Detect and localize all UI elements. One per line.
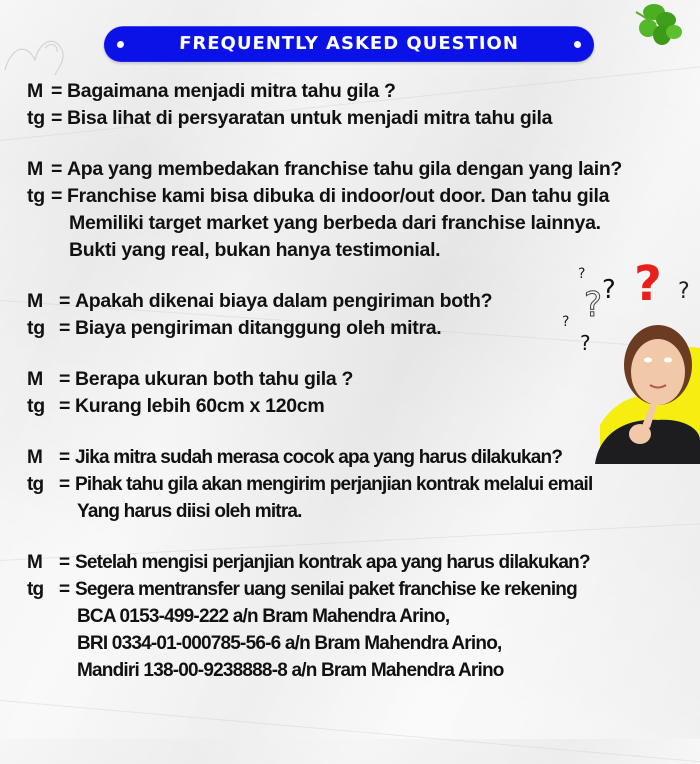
faq-item xyxy=(27,78,700,132)
answer-line: tg = Franchise kami bisa dibuka di indoor/out door. Dan tahu gila xyxy=(27,183,700,210)
answer-line: tg = Segera mentransfer uang senilai paket franchise ke rekening xyxy=(27,576,700,603)
answer-label: tg xyxy=(27,395,45,417)
question-line: M = Setelah mengisi perjanjian kontrak apa yang harus dilakukan? xyxy=(27,549,700,576)
parsley-icon xyxy=(628,2,684,48)
question-label: M xyxy=(27,158,43,180)
bank-account-bca: BCA 0153-499-222 a/n Bram Mahendra Arino, xyxy=(77,606,450,627)
question-mark-icon: ? xyxy=(602,275,616,305)
bank-account-mandiri: Mandiri 138-00-9238888-8 a/n Bram Mahendra Arino xyxy=(77,660,504,681)
question-text: Jika mitra sudah merasa cocok apa yang harus dilakukan? xyxy=(75,447,563,468)
red-question-mark-icon: ? xyxy=(634,256,662,312)
answer-text: Biaya pengiriman ditanggung oleh mitra. xyxy=(75,317,442,339)
question-mark-icon: ? xyxy=(578,266,586,282)
answer-continuation: Bukti yang real, bukan hanya testimonial. xyxy=(69,239,441,261)
question-label: M xyxy=(27,368,43,390)
faq-item xyxy=(27,288,700,342)
answer-line: tg = Biaya pengiriman ditanggung oleh mitra. xyxy=(27,315,700,342)
question-line: M = Jika mitra sudah merasa cocok apa yang harus dilakukan? xyxy=(27,444,700,471)
parrot-outline-icon xyxy=(0,20,70,80)
answer-continuation: Yang harus diisi oleh mitra. xyxy=(77,501,302,522)
page-title: FREQUENTLY ASKED QUESTION xyxy=(178,33,520,54)
question-label: M xyxy=(27,447,43,468)
faq-list xyxy=(27,78,700,708)
faq-item xyxy=(27,549,700,684)
answer-label: tg xyxy=(27,579,44,600)
answer-line: tg = Bisa lihat di persyaratan untuk menjadi mitra tahu gila xyxy=(27,105,700,132)
answer-label: tg xyxy=(27,317,45,339)
question-line: M = Apakah dikenai biaya dalam pengiriman both? xyxy=(27,288,700,315)
faq-item xyxy=(27,156,700,264)
question-mark-icon: ? xyxy=(562,314,570,330)
faq-banner xyxy=(103,26,595,62)
question-mark-icon: ? xyxy=(678,279,690,304)
answer-label: tg xyxy=(27,185,45,207)
question-text: Apa yang membedakan franchise tahu gila dengan yang lain? xyxy=(67,158,623,180)
answer-text: Bisa lihat di persyaratan untuk menjadi mitra tahu gila xyxy=(67,107,553,129)
answer-text: Franchise kami bisa dibuka di indoor/out door. Dan tahu gila xyxy=(67,185,610,207)
answer-line: tg = Pihak tahu gila akan mengirim perjanjian kontrak melalui email xyxy=(27,471,700,498)
question-line: M = Berapa ukuran both tahu gila ? xyxy=(27,366,700,393)
question-label: M xyxy=(27,290,43,312)
faq-item xyxy=(27,444,700,525)
question-text: Berapa ukuran both tahu gila ? xyxy=(75,368,354,390)
question-line: M = Apa yang membedakan franchise tahu gila dengan yang lain? xyxy=(27,156,700,183)
question-text: Apakah dikenai biaya dalam pengiriman both? xyxy=(75,290,493,312)
faq-item xyxy=(27,366,700,420)
answer-text: Segera mentransfer uang senilai paket franchise ke rekening xyxy=(75,579,577,600)
question-text: Bagaimana menjadi mitra tahu gila ? xyxy=(67,80,396,102)
answer-continuation: Memiliki target market yang berbeda dari franchise lainnya. xyxy=(69,212,601,234)
question-mark-icon: ? xyxy=(580,331,591,355)
answer-text: Pihak tahu gila akan mengirim perjanjian kontrak melalui email xyxy=(75,474,593,495)
question-text: Setelah mengisi perjanjian kontrak apa yang harus dilakukan? xyxy=(75,552,590,573)
banner-dot-right xyxy=(574,41,581,48)
answer-line: tg = Kurang lebih 60cm x 120cm xyxy=(27,393,700,420)
question-line: M = Bagaimana menjadi mitra tahu gila ? xyxy=(27,78,700,105)
question-label: M xyxy=(27,552,43,573)
bank-account-bri: BRI 0334-01-000785-56-6 a/n Bram Mahendra Arino, xyxy=(77,633,502,654)
paper-crease xyxy=(0,700,700,764)
question-label: M xyxy=(27,80,43,102)
outline-question-mark-icon: ? xyxy=(584,285,603,325)
answer-text: Kurang lebih 60cm x 120cm xyxy=(75,395,325,417)
answer-label: tg xyxy=(27,107,45,129)
answer-label: tg xyxy=(27,474,44,495)
